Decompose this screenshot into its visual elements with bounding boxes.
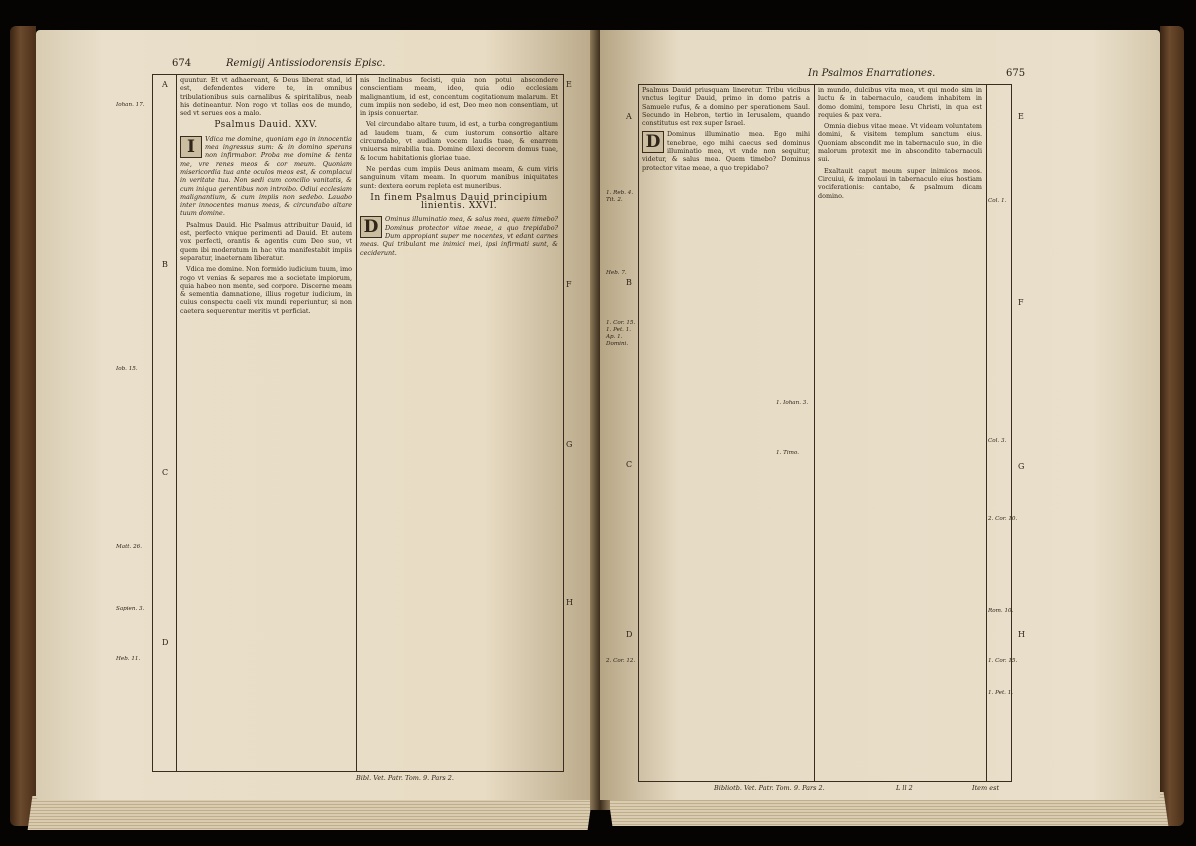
text-column-right (818, 86, 982, 778)
margin-rule (176, 74, 177, 772)
psalm-text: Vdica me domine, quoniam ego in innocentia mea ingressus sum: & in domino sperans non infirmabor. Proba me domine & tenta me, vre renes meos & cor meum. Quoniam misericordia tua ante oculos meos est, & complacui in veritate tua. Non sedi cum concilio vanitatis, & cum iniqua gerentibus non introibo. Odiui ecclesiam malignantium, & cum impiis non sedebo. Lauabo inter innocentes manus meas, & circundabo altare tuum domine. (180, 134, 352, 218)
footer: Bibl. Vet. Patr. Tom. 9. Pars 2. (356, 774, 454, 782)
section-letter: G (566, 440, 573, 449)
paragraph: quuntur. Et vt adhaereant, & Deus liberat stad, id est, defendentes videre te, in omnibus tribulationibus suis carnalibus & spiritalibus, neab his detineantur. Non rogo vt tollas eos de mundo, sed vt serues eos a malo. (180, 76, 352, 118)
text-column-right (360, 76, 558, 768)
margin-note: 1. Reb. 4. Tit. 2. (606, 190, 634, 203)
drop-cap: D (360, 216, 382, 238)
right-page (600, 30, 1160, 800)
section-letter: H (1018, 630, 1025, 639)
section-letter: H (566, 598, 573, 607)
paragraph: Psalmus Dauid. Hic Psalmus attribuitur Dauid, id est, perfecto vnique perimenti ad Dauid. Et autem vox perfecti, orantis & agentis cum Deo suo, vt quem ibi moderatum in hac vita manifestabit impiis separatur, inaeternam liberatur. (180, 220, 352, 262)
text-column-left (642, 86, 810, 778)
margin-note: Matt. 26. (116, 544, 143, 550)
margin-note: Col. 1. (988, 198, 1007, 204)
section-letter: E (566, 80, 572, 89)
page-number: 674 (172, 58, 192, 69)
psalm-text: Ominus illuminatio mea, & salus mea, quem timebo? Dominus protector vitae meae, a quo trepidabo? Dum appropiant super me nocentes, vt edant carnes meas. Qui tribulant me inimici mei, ipsi infirmati sunt, & ceciderunt. (360, 215, 558, 257)
margin-rule (986, 84, 987, 782)
margin-note: 1. Timo. (776, 450, 799, 456)
section-letter: C (626, 460, 633, 469)
margin-note: 1. Iohan. 3. (776, 400, 809, 406)
running-head: Remigij Antissiodorensis Episc. (226, 58, 386, 69)
margin-note: Heb. 7. (606, 270, 627, 276)
drop-cap: D (642, 131, 664, 153)
paragraph: nis Inclinabus fecisti, quia non potui abscondere conscientiam meam, ideo, quia odio ecclesiam malignantium, id est, concentum cogitationum malarum. Et cum impiis non sedebo, id est, Deo meo non consentiam, ut in ipsis conuertar. (360, 76, 558, 118)
running-head: In Psalmos Enarrationes. (808, 68, 936, 79)
paragraph: Vdica me domine. Non formido iudicium tuum, imo rogo vt venias & separes me a societate impiorum, quia habeo non mente, sed corpore. Discerne meam & sementia damnatione, illius rogetur iudicium, in cuius conspectu caeli vix mundi reperiuntur, si non caetera sequerentur meritis vt perficiat. (180, 265, 352, 315)
catchword: Item est (972, 784, 1000, 792)
paragraph: Exaltauit caput meum super inimicos meos. Circuiui, & immolaui in tabernaculo eius hostiam vociferationis: cantabo, & psalmum dicam domino. (818, 166, 982, 200)
footer: Bibliotb. Vet. Patr. Tom. 9. Pars 2. (714, 784, 825, 792)
paragraph: Ne perdas cum impiis Deus animam meam, & cum viris sanguinum vitam meam. In quorum manibus iniquitates sunt: dextera eorum repleta est muneribus. (360, 164, 558, 190)
paragraph: Omnia diebus vitae meae. Vt videam voluntatem domini, & visitem templum sanctum eius. Quoniam abscondit me in tabernaculo suo, in die malorum protexit me in abscondito tabernaculi sui. (818, 122, 982, 164)
paragraph: Psalmus Dauid priusquam lineretur. Tribu vicibus vnctus legitur Dauid, primo in domo patris a Samuele rufus, & a domino per sperationem Saul. Secundo in Hebron, tertio in Ierusalem, quando constitutus est rex super Israel. (642, 86, 810, 128)
margin-note: Col. 3. (988, 438, 1007, 444)
paragraph: Vel circundabo altare tuum, id est, a turba congregantium ad laudem tuam, & cum iustorum consortio altare circumdabo, vt audiam vocem laudis tuae, & enarrem vniuersa mirabilia tua. Domine dilexi decorem domus tuae, & locum habitationis gloriae tuae. (360, 120, 558, 162)
left-page (36, 30, 596, 800)
psalm-heading: In finem Psalmus Dauid principium linientis. XXVI. (370, 192, 548, 212)
margin-note: 1. Cor. 15. 1. Pet. 1. Ap. 1. Domini. (606, 320, 636, 347)
psalm-heading: Psalmus Dauid. XXV. (214, 120, 318, 131)
book-cover-right-edge (1160, 26, 1184, 826)
margin-note: Iohan. 17. (116, 102, 145, 108)
book-cover-left-edge (10, 26, 36, 826)
signature-mark: L ll 2 (896, 784, 913, 792)
section-letter: F (566, 280, 572, 289)
margin-note: Iob. 15. (116, 366, 138, 372)
margin-note: Heb. 11. (116, 656, 141, 662)
section-letter: G (1018, 462, 1025, 471)
column-rule (814, 84, 815, 782)
margin-note: Rom. 10. (988, 608, 1014, 614)
section-letter: B (162, 260, 168, 269)
paragraph: Dominus illuminatio mea. Ego mihi tenebrae, ego mihi caecus sed dominus illuminatio mea, vt vnde non sequitur, videtur, & salus mea. Quem timebo? Dominus protector vitae meae, a quo trepidabo? (642, 130, 810, 172)
section-letter: A (626, 112, 632, 121)
section-letter: F (1018, 298, 1024, 307)
section-letter: D (162, 638, 169, 647)
section-letter: A (162, 80, 168, 89)
column-rule (356, 74, 357, 772)
margin-note: 2. Cor. 10. (988, 516, 1018, 522)
section-letter: D (626, 630, 633, 639)
text-column-left (180, 76, 352, 768)
paragraph: in mundo, dulcibus vita mea, vt qui modo sim in luctu & in tabernaculo, caudem inhabitem in domo domini, tempore Iesu Christi, in qua est requies & pax vera. (818, 86, 982, 119)
section-letter: B (626, 278, 632, 287)
section-letter: E (1018, 112, 1024, 121)
drop-cap: I (180, 136, 202, 158)
margin-note: 2. Cor. 12. (606, 658, 636, 664)
page-stack-left (28, 796, 593, 830)
margin-note: 1. Pet. 1. (988, 690, 1014, 696)
section-letter: C (162, 468, 169, 477)
page-number: 675 (1006, 68, 1026, 79)
margin-note: 1. Cor. 15. (988, 658, 1018, 664)
margin-note: Sapien. 3. (116, 606, 145, 612)
